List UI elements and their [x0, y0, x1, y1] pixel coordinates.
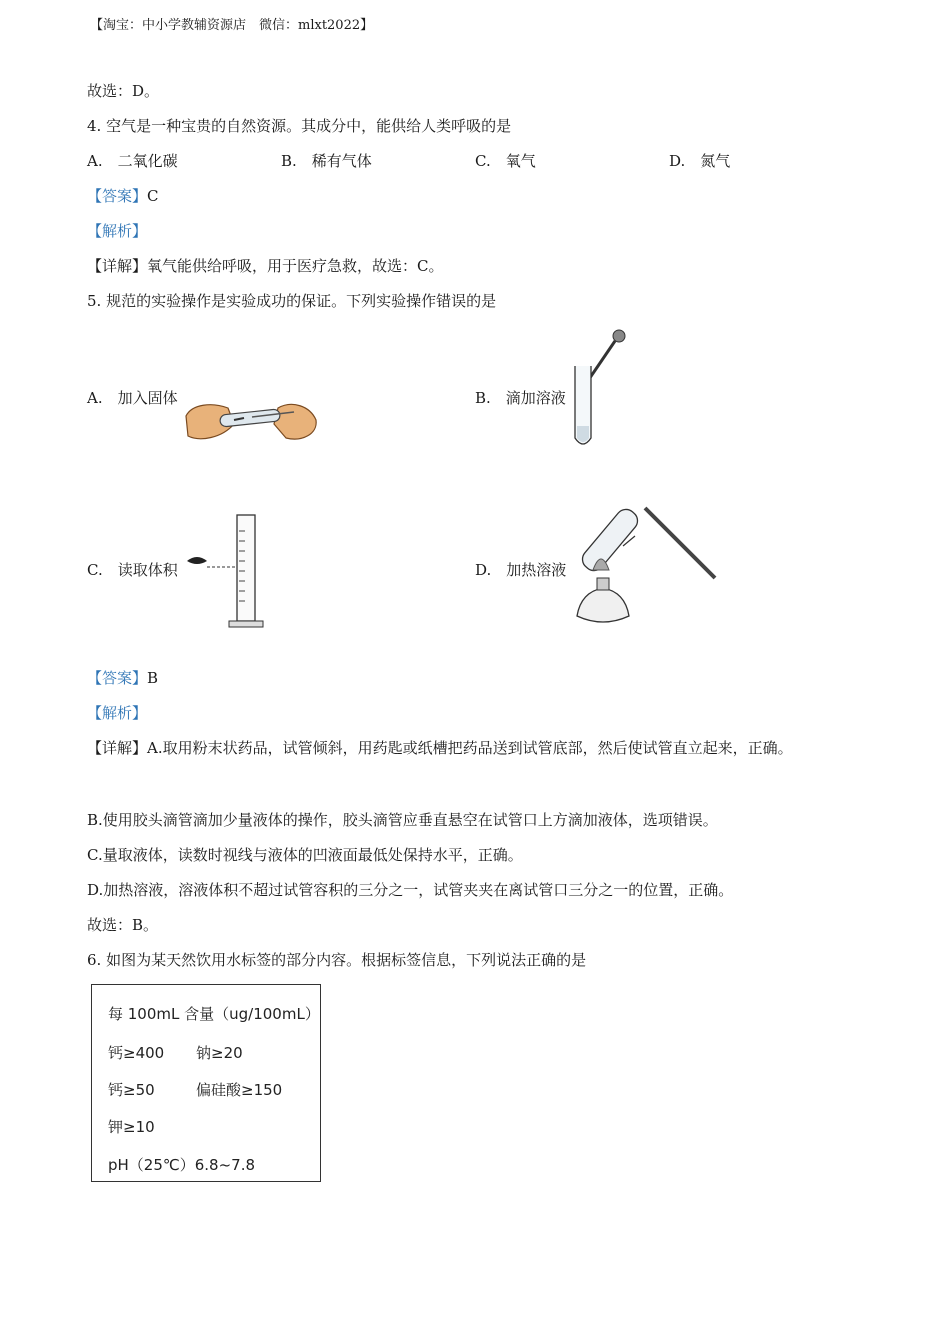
q4-option-a: A. 二氧化碳 — [87, 152, 178, 170]
q5-answer-line — [87, 668, 158, 688]
q4-detail-line — [87, 256, 444, 276]
answer-value: B — [147, 669, 159, 687]
question-4-stem: 4. 空气是一种宝贵的自然资源。其成分中，能供给人类呼吸的是 — [87, 117, 512, 135]
q5-choose-line: 故选：B。 — [87, 916, 159, 934]
figure-read-cylinder — [183, 511, 273, 631]
q4-analysis-tag: 【解析】 — [87, 222, 148, 240]
figure-add-solid — [182, 394, 322, 450]
q5-option-d: D. 加热溶液 — [475, 561, 567, 579]
question-5-stem: 5. 规范的实验操作是实验成功的保证。下列实验操作错误的是 — [87, 292, 497, 310]
water-label-title: 每 100mL 含量（ug/100mL） — [108, 1005, 320, 1023]
water-label-sodium: 钠≥20 — [196, 1044, 243, 1062]
q5-option-c: C. 读取体积 — [87, 561, 178, 579]
figure-heat-solution — [575, 488, 720, 633]
water-label-ph: pH（25℃）6.8~7.8 — [108, 1156, 256, 1174]
page-header-watermark: 【淘宝：中小学教辅资源店 微信：mlxt2022】 — [90, 18, 374, 33]
figure-dropper-in-tube — [565, 326, 635, 452]
question-6-stem: 6. 如图为某天然饮用水标签的部分内容。根据标签信息，下列说法正确的是 — [87, 951, 587, 969]
q5-detail-d: D.加热溶液，溶液体积不超过试管容积的三分之一，试管夹夹在离试管口三分之一的位置，正确。 — [87, 881, 734, 899]
q5-detail-c: C.量取液体，读数时视线与液体的凹液面最低处保持水平，正确。 — [87, 846, 523, 864]
detail-tag: 【详解】 — [87, 257, 148, 275]
water-label-calcium-2: 钙≥50 — [108, 1081, 155, 1099]
water-label-metasilicic-acid: 偏硅酸≥150 — [196, 1081, 283, 1099]
previous-answer-line: 故选：D。 — [87, 82, 160, 100]
answer-tag: 【答案】 — [87, 669, 148, 687]
q5-analysis-tag: 【解析】 — [87, 704, 148, 722]
q4-option-c: C. 氧气 — [475, 152, 536, 170]
q5-detail-b: B.使用胶头滴管滴加少量液体的操作，胶头滴管应垂直悬空在试管口上方滴加液体，选项错误。 — [87, 811, 718, 829]
water-label-potassium: 钾≥10 — [108, 1118, 155, 1136]
detail-text: 氧气能供给呼吸，用于医疗急救，故选：C。 — [147, 257, 444, 275]
water-label-box — [91, 984, 321, 1182]
answer-tag: 【答案】 — [87, 187, 148, 205]
answer-value: C — [147, 187, 159, 205]
detail-tag: 【详解】 — [87, 739, 148, 757]
q5-option-a: A. 加入固体 — [87, 389, 178, 407]
q4-answer-line — [87, 186, 159, 206]
q5-option-b: B. 滴加溶液 — [475, 389, 566, 407]
q4-option-d: D. 氮气 — [669, 152, 731, 170]
q5-detail-a — [87, 738, 793, 758]
water-label-calcium-1: 钙≥400 — [108, 1044, 165, 1062]
q4-option-b: B. 稀有气体 — [281, 152, 372, 170]
detail-text: A.取用粉末状药品，试管倾斜，用药匙或纸槽把药品送到试管底部，然后使试管直立起来，正确。 — [147, 739, 793, 757]
